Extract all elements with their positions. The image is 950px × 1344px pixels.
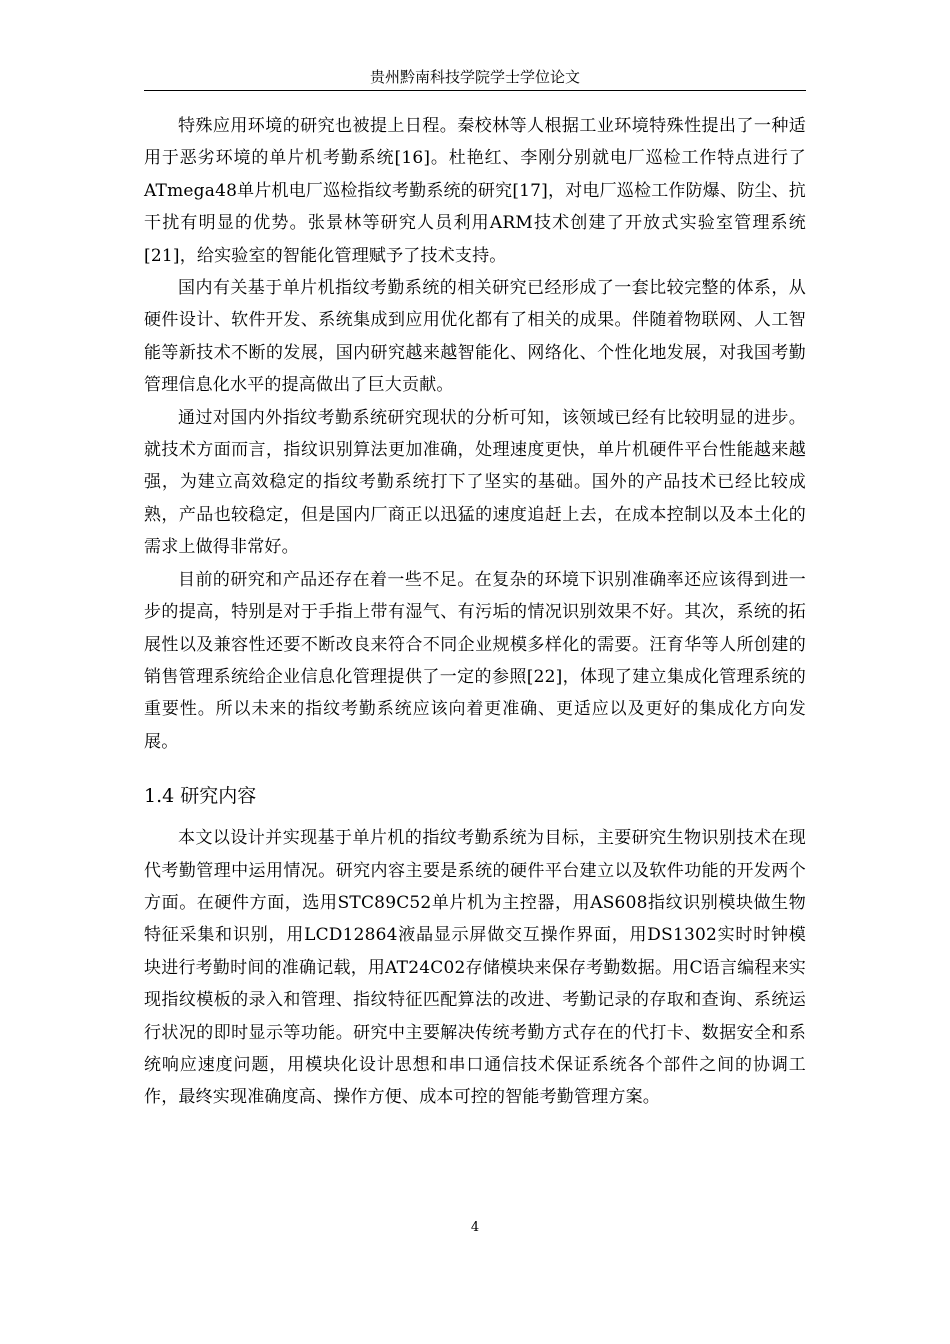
- paragraph: 国内有关基于单片机指纹考勤系统的相关研究已经形成了一套比较完整的体系，从硬件设计、软件开发、系统集成到应用优化都有了相关的成果。伴随着物联网、人工智能等新技术不断的发展，国内研究越来越智能化、网络化、个性化地发展，对我国考勤管理信息化水平的提高做出了巨大贡献。: [144, 278, 806, 396]
- page-header: [144, 64, 806, 91]
- paragraph: 特殊应用环境的研究也被提上日程。秦校林等人根据工业环境特殊性提出了一种适用于恶劣环境的单片机考勤系统[16]。杜艳红、李刚分别就电厂巡检工作特点进行了ATmega48单片机电厂巡检指纹考勤系统的研究[17]，对电厂巡检工作防爆、防尘、抗干扰有明显的优势。张景林等研究人员利用ARM技术创建了开放式实验室管理系统[21]，给实验室的智能化管理赋予了技术支持。: [144, 116, 807, 266]
- section-heading: 1.4 研究内容: [144, 785, 257, 808]
- paragraph: 通过对国内外指纹考勤系统研究现状的分析可知，该领域已经有比较明显的进步。就技术方面而言，指纹识别算法更加准确，处理速度更快，单片机硬件平台性能越来越强，为建立高效稳定的指纹考勤系统打下了坚实的基础。国外的产品技术已经比较成熟，产品也较稳定，但是国内厂商正以迅猛的速度追赶上去，在成本控制以及本土化的需求上做得非常好。: [144, 407, 806, 558]
- page-number: 4: [470, 1220, 480, 1235]
- document-body: [144, 110, 806, 1114]
- paragraph: 本文以设计并实现基于单片机的指纹考勤系统为目标，主要研究生物识别技术在现代考勤管理中运用情况。研究内容主要是系统的硬件平台建立以及软件功能的开发两个方面。在硬件方面，选用STC89C52单片机为主控器，用AS608指纹识别模块做生物特征采集和识别，用LCD12864液晶显示屏做交互操作界面，用DS1302实时时钟模块进行考勤时间的准确记载，用AT24C02存储模块来保存考勤数据。用C语言编程来实现指纹模板的录入和管理、指纹特征匹配算法的改进、考勤记录的存取和查询、系统运行状况的即时显示等功能。研究中主要解决传统考勤方式存在的代打卡、数据安全和系统响应速度问题，用模块化设计思想和串口通信技术保证系统各个部件之间的协调工作，最终实现准确度高、操作方便、成本可控的智能考勤管理方案。: [144, 828, 806, 1108]
- header-title: 贵州黔南科技学院学士学位论文: [369, 68, 580, 86]
- paragraph: 目前的研究和产品还存在着一些不足。在复杂的环境下识别准确率还应该得到进一步的提高，特别是对于手指上带有湿气、有污垢的情况识别效果不好。其次，系统的拓展性以及兼容性还要不断改良来符合不同企业规模多样化的需要。汪育华等人所创建的销售管理系统给企业信息化管理提供了一定的参照[22]，体现了建立集成化管理系统的重要性。所以未来的指纹考勤系统应该向着更准确、更适应以及更好的集成化方向发展。: [144, 569, 806, 752]
